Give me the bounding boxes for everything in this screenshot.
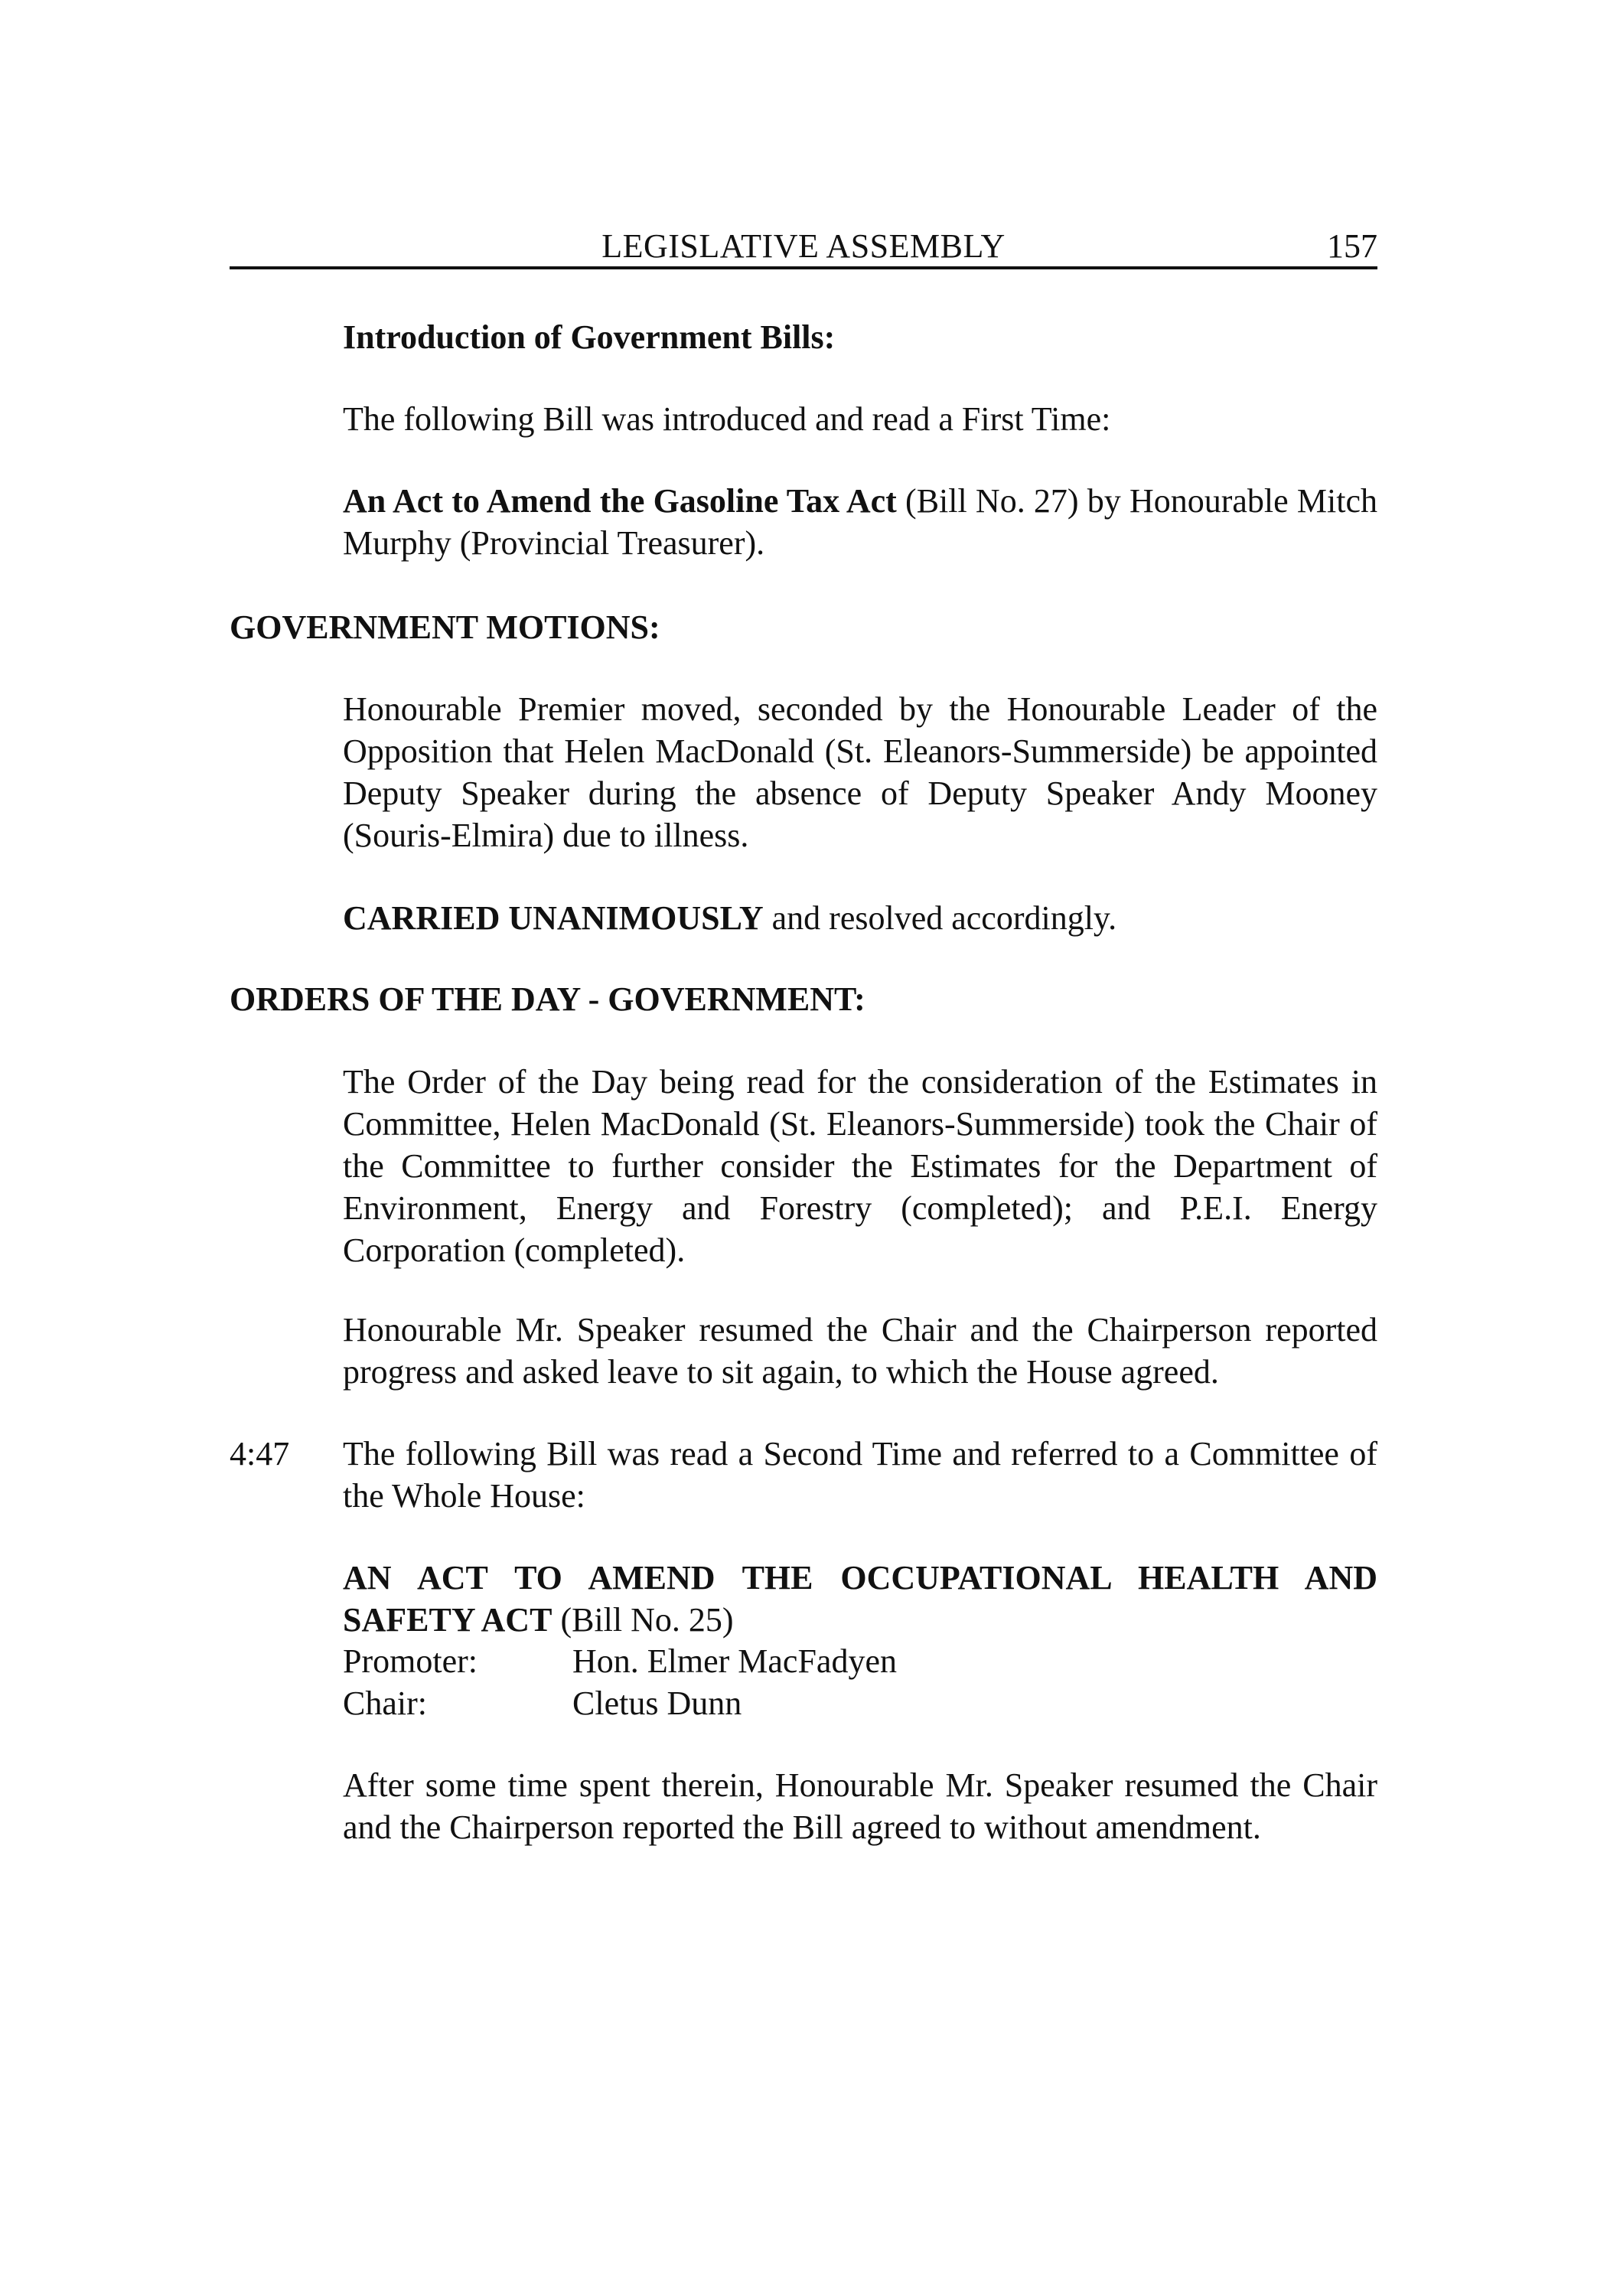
orders-paragraph-second-reading: The following Bill was read a Second Time and referred to a Committee of the Whole House: (343, 1435, 1377, 1515)
chair-row (343, 1682, 742, 1724)
committee-bill-title: AN ACT TO AMEND THE OCCUPATIONAL HEALTH AND SAFETY ACT (343, 1559, 1377, 1639)
motion-result-rest: and resolved accordingly. (763, 899, 1117, 937)
intro-bills-lead: The following Bill was introduced and read a First Time: (343, 400, 1111, 438)
chair-label: Chair: (343, 1684, 427, 1722)
intro-bill-title: An Act to Amend the Gasoline Tax Act (343, 482, 897, 520)
orders-paragraph-progress: Honourable Mr. Speaker resumed the Chair and the Chairperson reported progress and asked leave to sit again, to which the House agreed. (343, 1311, 1377, 1391)
orders-paragraph-estimates: The Order of the Day being read for the consideration of the Estimates in Committee, Helen MacDonald (St. Eleanors-Summerside) took the Chair of the Committee to further consider the Estimates for the Department of Environment, Energy and Forestry (completed); and P.E.I. Energy Corporation (completed). (343, 1063, 1377, 1269)
committee-bill-entry (343, 1557, 1377, 1641)
orders-paragraph-report: After some time spent therein, Honourable Mr. Speaker resumed the Chair and the Chairperson reported the Bill agreed to without amendment. (343, 1766, 1377, 1846)
committee-bill-number: (Bill No. 25) (552, 1601, 734, 1639)
intro-bills-heading: Introduction of Government Bills: (343, 318, 836, 356)
promoter-label: Promoter: (343, 1642, 478, 1680)
promoter-value: Hon. Elmer MacFadyen (572, 1642, 897, 1680)
gov-motion-text: Honourable Premier moved, seconded by the Honourable Leader of the Opposition that Helen MacDonald (St. Eleanors-Summerside) be appointed Deputy Speaker during the absence of Deputy Speaker Andy Mooney (Souris-Elmira) due to illness. (343, 690, 1377, 854)
page-number: 157 (1327, 227, 1377, 265)
header-title: LEGISLATIVE ASSEMBLY (601, 227, 1006, 265)
running-header (230, 220, 1377, 269)
promoter-row (343, 1640, 897, 1682)
intro-bill-detail: (Bill No. 27) by Honourable Mitch Murphy (Provincial Treasurer). (343, 482, 1377, 562)
chair-value: Cletus Dunn (572, 1684, 742, 1722)
gov-motions-heading: GOVERNMENT MOTIONS: (230, 608, 660, 646)
motion-result-bold: CARRIED UNANIMOUSLY (343, 899, 764, 937)
timestamp: 4:47 (230, 1435, 290, 1473)
motion-result (343, 897, 1377, 939)
orders-heading: ORDERS OF THE DAY - GOVERNMENT: (230, 980, 865, 1018)
intro-bill-entry (343, 480, 1377, 564)
